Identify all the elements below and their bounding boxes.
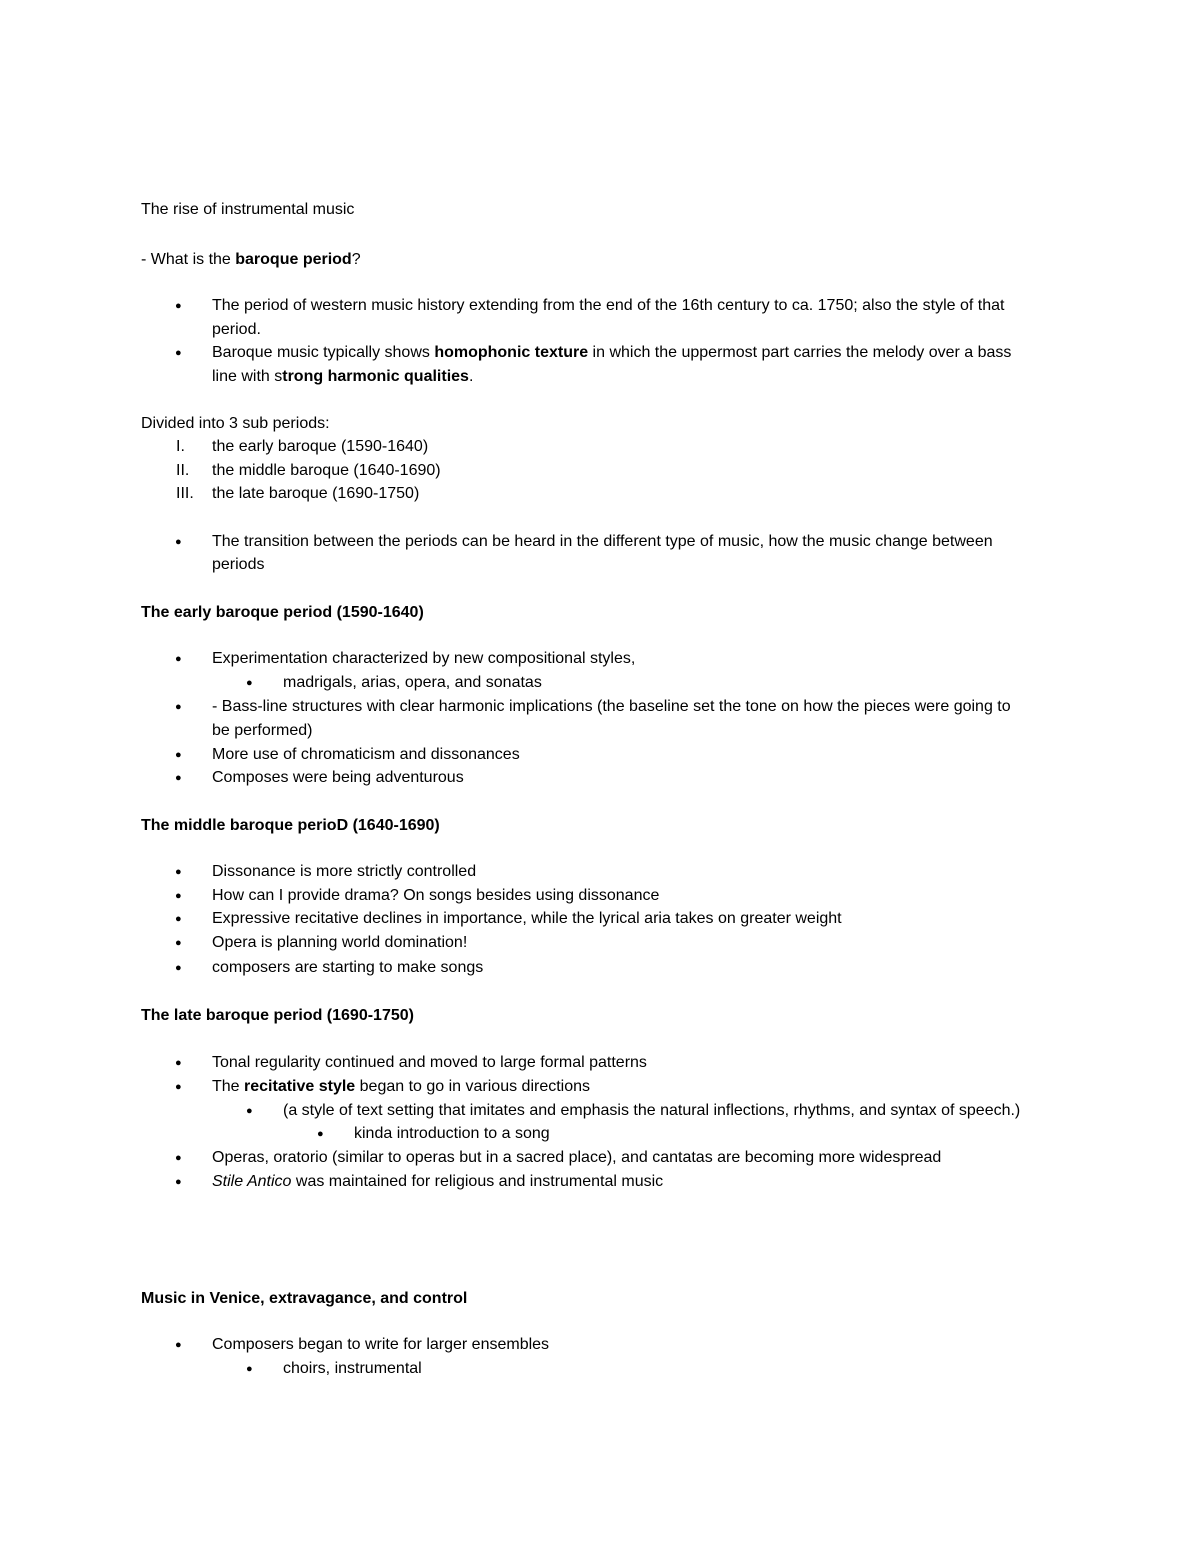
- bullet-icon: ●: [175, 749, 182, 761]
- roman-numeral: II.: [176, 462, 190, 479]
- text-run: .: [468, 368, 474, 385]
- list-item: [212, 343, 1011, 363]
- bullet-icon: ●: [317, 1128, 324, 1140]
- list-item: Opera is planning world domination!: [212, 934, 468, 951]
- bullet-icon: ●: [175, 890, 182, 902]
- list-item: [212, 1172, 663, 1192]
- section-heading-early: The early baroque period (1590-1640): [141, 604, 424, 621]
- section-heading-venice: Music in Venice, extravagance, and control: [141, 1290, 468, 1307]
- document-title: The rise of instrumental music: [141, 201, 355, 218]
- list-item-continuation: be performed): [212, 722, 313, 739]
- text-run: line with s: [212, 368, 283, 385]
- list-item: Composers began to write for larger ensembles: [212, 1336, 550, 1353]
- sub-list-item: (a style of text setting that imitates and emphasis the natural inflections, rhythms, and syntax of speech.): [283, 1102, 1021, 1119]
- question-suffix: ?: [351, 251, 361, 268]
- list-item: Dissonance is more strictly controlled: [212, 863, 477, 880]
- list-item-continuation: period.: [212, 321, 261, 338]
- list-item-continuation: periods: [212, 556, 265, 573]
- list-item: [212, 1077, 590, 1097]
- text-run: The: [212, 1078, 245, 1095]
- sub-list-item: madrigals, arias, opera, and sonatas: [283, 674, 542, 691]
- list-item-continuation: [212, 367, 473, 387]
- bullet-icon: ●: [175, 1152, 182, 1164]
- bold-run: recitative style: [244, 1078, 356, 1095]
- subperiod-item: the early baroque (1590-1640): [212, 438, 429, 455]
- bullet-icon: ●: [175, 536, 182, 548]
- list-item: Expressive recitative declines in importance, while the lyrical aria takes on greater weight: [212, 910, 842, 927]
- list-item: Operas, oratorio (similar to operas but in a sacred place), and cantatas are becoming more widespread: [212, 1149, 942, 1166]
- bullet-icon: ●: [246, 677, 253, 689]
- list-item: - Bass-line structures with clear harmonic implications (the baseline set the tone on how the pieces were going to: [212, 698, 1011, 715]
- subperiod-item: the late baroque (1690-1750): [212, 485, 420, 502]
- sub-list-item: choirs, instrumental: [283, 1360, 422, 1377]
- bullet-icon: ●: [175, 1081, 182, 1093]
- bullet-icon: ●: [246, 1363, 253, 1375]
- roman-numeral: I.: [176, 438, 185, 455]
- bullet-icon: ●: [175, 913, 182, 925]
- list-item: Composes were being adventurous: [212, 769, 464, 786]
- section-heading-middle: The middle baroque perioD (1640-1690): [141, 817, 440, 834]
- question-bold: baroque period: [235, 251, 352, 268]
- bullet-icon: ●: [175, 347, 182, 359]
- list-item: More use of chromaticism and dissonances: [212, 746, 520, 763]
- bullet-icon: ●: [175, 701, 182, 713]
- bullet-icon: ●: [175, 1339, 182, 1351]
- bullet-icon: ●: [175, 653, 182, 665]
- bullet-icon: ●: [175, 300, 182, 312]
- list-item: Experimentation characterized by new compositional styles,: [212, 650, 636, 667]
- subperiods-intro: Divided into 3 sub periods:: [141, 415, 330, 432]
- list-item: The period of western music history extending from the end of the 16th century to ca. 1750; also the style of that: [212, 297, 1005, 314]
- list-item: composers are starting to make songs: [212, 959, 484, 976]
- bullet-icon: ●: [175, 937, 182, 949]
- text-run: Baroque music typically shows: [212, 344, 435, 361]
- question-prefix: - What is the: [141, 251, 236, 268]
- bold-run: trong harmonic qualities: [282, 368, 469, 385]
- text-run: was maintained for religious and instrumental music: [291, 1173, 664, 1190]
- bullet-icon: ●: [175, 1176, 182, 1188]
- question-line: [141, 250, 361, 270]
- text-run: in which the uppermost part carries the melody over a bass: [588, 344, 1012, 361]
- bullet-icon: ●: [175, 866, 182, 878]
- bullet-icon: ●: [175, 962, 182, 974]
- bullet-icon: ●: [175, 1057, 182, 1069]
- bullet-icon: ●: [175, 772, 182, 784]
- italic-run: Stile Antico: [212, 1173, 292, 1190]
- sub-sub-list-item: kinda introduction to a song: [354, 1125, 550, 1142]
- bold-run: homophonic texture: [434, 344, 589, 361]
- bullet-icon: ●: [246, 1105, 253, 1117]
- list-item: The transition between the periods can be heard in the different type of music, how the music change between: [212, 533, 993, 550]
- list-item: How can I provide drama? On songs besides using dissonance: [212, 887, 660, 904]
- section-heading-late: The late baroque period (1690-1750): [141, 1007, 414, 1024]
- text-run: began to go in various directions: [355, 1078, 591, 1095]
- roman-numeral: III.: [176, 485, 194, 502]
- list-item: Tonal regularity continued and moved to large formal patterns: [212, 1054, 647, 1071]
- subperiod-item: the middle baroque (1640-1690): [212, 462, 441, 479]
